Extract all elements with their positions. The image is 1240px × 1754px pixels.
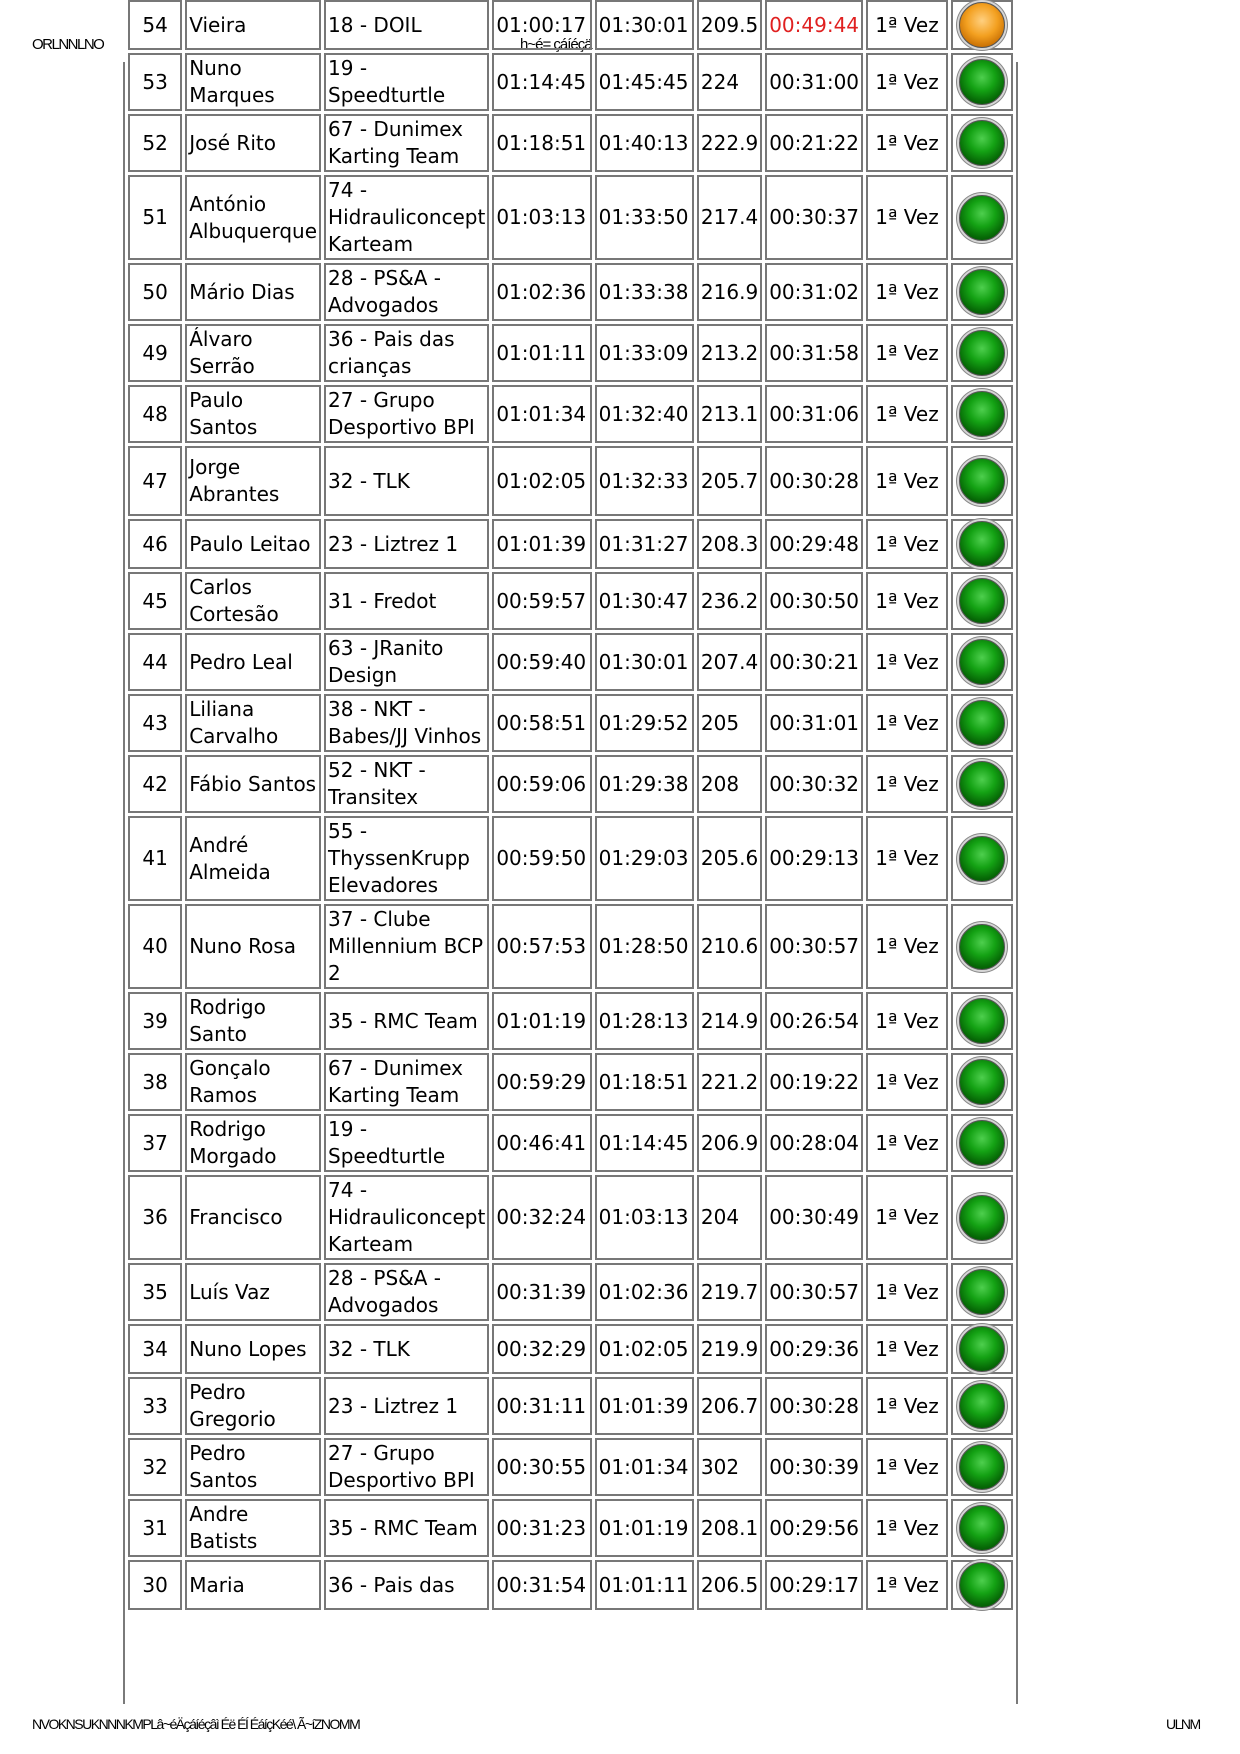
position-cell: 46 bbox=[128, 519, 182, 569]
times-cell: 1ª Vez bbox=[866, 175, 948, 260]
status-cell bbox=[951, 114, 1013, 172]
end-time-cell: 01:32:33 bbox=[595, 446, 694, 516]
position-cell: 54 bbox=[128, 0, 182, 50]
duration-cell: 00:30:32 bbox=[765, 755, 863, 813]
status-cell bbox=[951, 694, 1013, 752]
start-time-cell: 00:31:39 bbox=[492, 1263, 591, 1321]
driver-name-cell: André Almeida bbox=[185, 816, 321, 901]
speed-cell: 213.1 bbox=[697, 385, 762, 443]
end-time-cell: 01:31:27 bbox=[595, 519, 694, 569]
status-cell bbox=[951, 1560, 1013, 1610]
driver-name-cell: Nuno Marques bbox=[185, 53, 321, 111]
green-status-light-icon bbox=[959, 836, 1005, 882]
team-cell: 19 - Speedturtle bbox=[324, 53, 489, 111]
times-cell: 1ª Vez bbox=[866, 1114, 948, 1172]
status-cell bbox=[951, 1053, 1013, 1111]
status-cell bbox=[951, 1499, 1013, 1557]
end-time-cell: 01:18:51 bbox=[595, 1053, 694, 1111]
speed-cell: 224 bbox=[697, 53, 762, 111]
table-row bbox=[128, 1053, 1013, 1111]
driver-name-cell: José Rito bbox=[185, 114, 321, 172]
start-time-cell: 00:32:24 bbox=[492, 1175, 591, 1260]
end-time-cell: 01:32:40 bbox=[595, 385, 694, 443]
table-row bbox=[128, 114, 1013, 172]
table-row bbox=[128, 519, 1013, 569]
end-time-cell: 01:45:45 bbox=[595, 53, 694, 111]
start-time-cell: 01:18:51 bbox=[492, 114, 591, 172]
status-cell bbox=[951, 324, 1013, 382]
green-status-light-icon bbox=[959, 1383, 1005, 1429]
speed-cell: 208.1 bbox=[697, 1499, 762, 1557]
times-cell: 1ª Vez bbox=[866, 904, 948, 989]
position-cell: 48 bbox=[128, 385, 182, 443]
driver-name-cell: Luís Vaz bbox=[185, 1263, 321, 1321]
end-time-cell: 01:01:11 bbox=[595, 1560, 694, 1610]
start-time-cell: 01:14:45 bbox=[492, 53, 591, 111]
green-status-light-icon bbox=[959, 1059, 1005, 1105]
start-time-cell: 00:59:06 bbox=[492, 755, 591, 813]
team-cell: 55 - ThyssenKrupp Elevadores bbox=[324, 816, 489, 901]
end-time-cell: 01:28:13 bbox=[595, 992, 694, 1050]
team-cell: 28 - PS&A - Advogados bbox=[324, 263, 489, 321]
times-cell: 1ª Vez bbox=[866, 633, 948, 691]
status-cell bbox=[951, 1175, 1013, 1260]
table-row bbox=[128, 1377, 1013, 1435]
team-cell: 37 - Clube Millennium BCP 2 bbox=[324, 904, 489, 989]
position-cell: 33 bbox=[128, 1377, 182, 1435]
driver-name-cell: Nuno Rosa bbox=[185, 904, 321, 989]
position-cell: 34 bbox=[128, 1324, 182, 1374]
end-time-cell: 01:30:01 bbox=[595, 633, 694, 691]
duration-cell: 00:29:48 bbox=[765, 519, 863, 569]
end-time-cell: 01:29:52 bbox=[595, 694, 694, 752]
times-cell: 1ª Vez bbox=[866, 572, 948, 630]
table-row bbox=[128, 992, 1013, 1050]
speed-cell: 236.2 bbox=[697, 572, 762, 630]
position-cell: 47 bbox=[128, 446, 182, 516]
times-cell: 1ª Vez bbox=[866, 1175, 948, 1260]
end-time-cell: 01:02:05 bbox=[595, 1324, 694, 1374]
duration-cell: 00:30:21 bbox=[765, 633, 863, 691]
team-cell: 67 - Dunimex Karting Team bbox=[324, 114, 489, 172]
table-row bbox=[128, 816, 1013, 901]
speed-cell: 208.3 bbox=[697, 519, 762, 569]
position-cell: 39 bbox=[128, 992, 182, 1050]
start-time-cell: 00:31:23 bbox=[492, 1499, 591, 1557]
duration-cell: 00:29:13 bbox=[765, 816, 863, 901]
driver-name-cell: Pedro Leal bbox=[185, 633, 321, 691]
end-time-cell: 01:01:34 bbox=[595, 1438, 694, 1496]
start-time-cell: 00:30:55 bbox=[492, 1438, 591, 1496]
duration-cell: 00:31:02 bbox=[765, 263, 863, 321]
position-cell: 45 bbox=[128, 572, 182, 630]
status-cell bbox=[951, 53, 1013, 111]
team-cell: 67 - Dunimex Karting Team bbox=[324, 1053, 489, 1111]
duration-cell: 00:30:39 bbox=[765, 1438, 863, 1496]
times-cell: 1ª Vez bbox=[866, 1560, 948, 1610]
orange-status-light-icon bbox=[959, 2, 1005, 48]
status-cell bbox=[951, 572, 1013, 630]
table-row bbox=[128, 1175, 1013, 1260]
green-status-light-icon bbox=[959, 59, 1005, 105]
status-cell bbox=[951, 755, 1013, 813]
position-cell: 53 bbox=[128, 53, 182, 111]
duration-cell: 00:29:36 bbox=[765, 1324, 863, 1374]
start-time-cell: 01:02:05 bbox=[492, 446, 591, 516]
green-status-light-icon bbox=[959, 1269, 1005, 1315]
speed-cell: 222.9 bbox=[697, 114, 762, 172]
table-row bbox=[128, 755, 1013, 813]
speed-cell: 217.4 bbox=[697, 175, 762, 260]
table-row bbox=[128, 53, 1013, 111]
end-time-cell: 01:30:01 bbox=[595, 0, 694, 50]
team-cell: 31 - Fredot bbox=[324, 572, 489, 630]
end-time-cell: 01:01:39 bbox=[595, 1377, 694, 1435]
start-time-cell: 01:01:11 bbox=[492, 324, 591, 382]
start-time-cell: 01:01:19 bbox=[492, 992, 591, 1050]
green-status-light-icon bbox=[959, 639, 1005, 685]
times-cell: 1ª Vez bbox=[866, 1324, 948, 1374]
driver-name-cell: Pedro Santos bbox=[185, 1438, 321, 1496]
times-cell: 1ª Vez bbox=[866, 1499, 948, 1557]
times-cell: 1ª Vez bbox=[866, 385, 948, 443]
duration-cell: 00:30:49 bbox=[765, 1175, 863, 1260]
table-row bbox=[128, 446, 1013, 516]
end-time-cell: 01:33:09 bbox=[595, 324, 694, 382]
team-cell: 32 - TLK bbox=[324, 446, 489, 516]
position-cell: 41 bbox=[128, 816, 182, 901]
green-status-light-icon bbox=[959, 458, 1005, 504]
start-time-cell: 01:01:39 bbox=[492, 519, 591, 569]
speed-cell: 216.9 bbox=[697, 263, 762, 321]
status-cell bbox=[951, 904, 1013, 989]
page-header-title: h~é= çáíéçä bbox=[520, 36, 592, 53]
team-cell: 36 - Pais das crianças bbox=[324, 324, 489, 382]
position-cell: 52 bbox=[128, 114, 182, 172]
status-cell bbox=[951, 175, 1013, 260]
position-cell: 38 bbox=[128, 1053, 182, 1111]
team-cell: 19 - Speedturtle bbox=[324, 1114, 489, 1172]
position-cell: 50 bbox=[128, 263, 182, 321]
speed-cell: 209.5 bbox=[697, 0, 762, 50]
table-row bbox=[128, 175, 1013, 260]
green-status-light-icon bbox=[959, 391, 1005, 437]
table-row bbox=[128, 904, 1013, 989]
speed-cell: 221.2 bbox=[697, 1053, 762, 1111]
times-cell: 1ª Vez bbox=[866, 694, 948, 752]
table-row bbox=[128, 1499, 1013, 1557]
start-time-cell: 00:59:50 bbox=[492, 816, 591, 901]
position-cell: 42 bbox=[128, 755, 182, 813]
table-row bbox=[128, 1263, 1013, 1321]
driver-name-cell: Vieira bbox=[185, 0, 321, 50]
speed-cell: 205.7 bbox=[697, 446, 762, 516]
table-row bbox=[128, 572, 1013, 630]
driver-name-cell: Andre Batists bbox=[185, 1499, 321, 1557]
table-row bbox=[128, 1114, 1013, 1172]
duration-cell: 00:30:28 bbox=[765, 446, 863, 516]
duration-cell: 00:29:56 bbox=[765, 1499, 863, 1557]
duration-cell: 00:31:58 bbox=[765, 324, 863, 382]
green-status-light-icon bbox=[959, 195, 1005, 241]
times-cell: 1ª Vez bbox=[866, 0, 948, 50]
status-cell bbox=[951, 633, 1013, 691]
green-status-light-icon bbox=[959, 1326, 1005, 1372]
driver-name-cell: Paulo Santos bbox=[185, 385, 321, 443]
start-time-cell: 00:32:29 bbox=[492, 1324, 591, 1374]
green-status-light-icon bbox=[959, 998, 1005, 1044]
status-cell bbox=[951, 992, 1013, 1050]
position-cell: 51 bbox=[128, 175, 182, 260]
green-status-light-icon bbox=[959, 1120, 1005, 1166]
times-cell: 1ª Vez bbox=[866, 992, 948, 1050]
team-cell: 52 - NKT - Transitex bbox=[324, 755, 489, 813]
duration-cell: 00:19:22 bbox=[765, 1053, 863, 1111]
end-time-cell: 01:33:38 bbox=[595, 263, 694, 321]
duration-cell: 00:31:01 bbox=[765, 694, 863, 752]
position-cell: 35 bbox=[128, 1263, 182, 1321]
end-time-cell: 01:29:38 bbox=[595, 755, 694, 813]
driver-name-cell: Rodrigo Santo bbox=[185, 992, 321, 1050]
driver-name-cell: Pedro Gregorio bbox=[185, 1377, 321, 1435]
position-cell: 37 bbox=[128, 1114, 182, 1172]
position-cell: 40 bbox=[128, 904, 182, 989]
status-cell bbox=[951, 1263, 1013, 1321]
team-cell: 74 - Hidrauliconcept Karteam bbox=[324, 175, 489, 260]
times-cell: 1ª Vez bbox=[866, 755, 948, 813]
duration-cell: 00:30:50 bbox=[765, 572, 863, 630]
team-cell: 23 - Liztrez 1 bbox=[324, 1377, 489, 1435]
table-row bbox=[128, 263, 1013, 321]
green-status-light-icon bbox=[959, 1562, 1005, 1608]
end-time-cell: 01:30:47 bbox=[595, 572, 694, 630]
times-cell: 1ª Vez bbox=[866, 114, 948, 172]
times-cell: 1ª Vez bbox=[866, 263, 948, 321]
duration-cell: 00:26:54 bbox=[765, 992, 863, 1050]
driver-name-cell: Liliana Carvalho bbox=[185, 694, 321, 752]
driver-name-cell: Gonçalo Ramos bbox=[185, 1053, 321, 1111]
team-cell: 23 - Liztrez 1 bbox=[324, 519, 489, 569]
start-time-cell: 01:01:34 bbox=[492, 385, 591, 443]
green-status-light-icon bbox=[959, 1444, 1005, 1490]
times-cell: 1ª Vez bbox=[866, 1263, 948, 1321]
start-time-cell: 00:57:53 bbox=[492, 904, 591, 989]
speed-cell: 213.2 bbox=[697, 324, 762, 382]
speed-cell: 210.6 bbox=[697, 904, 762, 989]
position-cell: 49 bbox=[128, 324, 182, 382]
speed-cell: 219.7 bbox=[697, 1263, 762, 1321]
driver-name-cell: Fábio Santos bbox=[185, 755, 321, 813]
duration-cell: 00:31:06 bbox=[765, 385, 863, 443]
driver-name-cell: Francisco bbox=[185, 1175, 321, 1260]
times-cell: 1ª Vez bbox=[866, 519, 948, 569]
duration-cell: 00:31:00 bbox=[765, 53, 863, 111]
green-status-light-icon bbox=[959, 1505, 1005, 1551]
driver-name-cell: Maria bbox=[185, 1560, 321, 1610]
end-time-cell: 01:40:13 bbox=[595, 114, 694, 172]
driver-name-cell: Paulo Leitao bbox=[185, 519, 321, 569]
green-status-light-icon bbox=[959, 924, 1005, 970]
driver-name-cell: Rodrigo Morgado bbox=[185, 1114, 321, 1172]
speed-cell: 207.4 bbox=[697, 633, 762, 691]
start-time-cell: 01:03:13 bbox=[492, 175, 591, 260]
page-header-left: ORLNNLNO bbox=[32, 36, 104, 53]
table-row bbox=[128, 1324, 1013, 1374]
driver-name-cell: Nuno Lopes bbox=[185, 1324, 321, 1374]
team-cell: 27 - Grupo Desportivo BPI bbox=[324, 385, 489, 443]
start-time-cell: 00:58:51 bbox=[492, 694, 591, 752]
speed-cell: 206.9 bbox=[697, 1114, 762, 1172]
start-time-cell: 00:31:11 bbox=[492, 1377, 591, 1435]
duration-cell: 00:21:22 bbox=[765, 114, 863, 172]
start-time-cell: 01:02:36 bbox=[492, 263, 591, 321]
status-cell bbox=[951, 816, 1013, 901]
times-cell: 1ª Vez bbox=[866, 1438, 948, 1496]
table-row bbox=[128, 633, 1013, 691]
page-footer-url: NVOKNSUKNNNKMPLâ~éÄçáíéçâì Éë ÉÍ ÉáíçKéé\ Ã~íZNOMM bbox=[32, 1716, 360, 1732]
times-cell: 1ª Vez bbox=[866, 53, 948, 111]
team-cell: 36 - Pais das bbox=[324, 1560, 489, 1610]
speed-cell: 206.5 bbox=[697, 1560, 762, 1610]
table-row bbox=[128, 1438, 1013, 1496]
table-row bbox=[128, 0, 1013, 50]
times-cell: 1ª Vez bbox=[866, 816, 948, 901]
status-cell bbox=[951, 1377, 1013, 1435]
position-cell: 30 bbox=[128, 1560, 182, 1610]
speed-cell: 205.6 bbox=[697, 816, 762, 901]
status-cell bbox=[951, 1114, 1013, 1172]
green-status-light-icon bbox=[959, 761, 1005, 807]
times-cell: 1ª Vez bbox=[866, 324, 948, 382]
team-cell: 35 - RMC Team bbox=[324, 1499, 489, 1557]
green-status-light-icon bbox=[959, 269, 1005, 315]
driver-name-cell: António Albuquerque bbox=[185, 175, 321, 260]
end-time-cell: 01:01:19 bbox=[595, 1499, 694, 1557]
green-status-light-icon bbox=[959, 700, 1005, 746]
times-cell: 1ª Vez bbox=[866, 1053, 948, 1111]
end-time-cell: 01:02:36 bbox=[595, 1263, 694, 1321]
end-time-cell: 01:29:03 bbox=[595, 816, 694, 901]
green-status-light-icon bbox=[959, 120, 1005, 166]
position-cell: 43 bbox=[128, 694, 182, 752]
green-status-light-icon bbox=[959, 521, 1005, 567]
driver-name-cell: Carlos Cortesão bbox=[185, 572, 321, 630]
status-cell bbox=[951, 0, 1013, 50]
table-row bbox=[128, 1560, 1013, 1610]
speed-cell: 214.9 bbox=[697, 992, 762, 1050]
start-time-cell: 01:00:17 bbox=[492, 0, 591, 50]
status-cell bbox=[951, 446, 1013, 516]
speed-cell: 302 bbox=[697, 1438, 762, 1496]
results-table bbox=[125, 0, 1016, 1613]
end-time-cell: 01:14:45 bbox=[595, 1114, 694, 1172]
duration-cell: 00:29:17 bbox=[765, 1560, 863, 1610]
status-cell bbox=[951, 263, 1013, 321]
start-time-cell: 00:59:29 bbox=[492, 1053, 591, 1111]
speed-cell: 219.9 bbox=[697, 1324, 762, 1374]
team-cell: 38 - NKT - Babes/JJ Vinhos bbox=[324, 694, 489, 752]
speed-cell: 206.7 bbox=[697, 1377, 762, 1435]
team-cell: 28 - PS&A - Advogados bbox=[324, 1263, 489, 1321]
driver-name-cell: Mário Dias bbox=[185, 263, 321, 321]
duration-cell: 00:30:37 bbox=[765, 175, 863, 260]
end-time-cell: 01:03:13 bbox=[595, 1175, 694, 1260]
green-status-light-icon bbox=[959, 1195, 1005, 1241]
start-time-cell: 00:59:57 bbox=[492, 572, 591, 630]
team-cell: 35 - RMC Team bbox=[324, 992, 489, 1050]
start-time-cell: 00:46:41 bbox=[492, 1114, 591, 1172]
table-row bbox=[128, 324, 1013, 382]
table-row bbox=[128, 694, 1013, 752]
position-cell: 32 bbox=[128, 1438, 182, 1496]
position-cell: 31 bbox=[128, 1499, 182, 1557]
page-footer-page-number: ULNM bbox=[1166, 1716, 1200, 1732]
speed-cell: 204 bbox=[697, 1175, 762, 1260]
times-cell: 1ª Vez bbox=[866, 446, 948, 516]
end-time-cell: 01:28:50 bbox=[595, 904, 694, 989]
speed-cell: 205 bbox=[697, 694, 762, 752]
status-cell bbox=[951, 1438, 1013, 1496]
duration-cell: 00:30:57 bbox=[765, 904, 863, 989]
times-cell: 1ª Vez bbox=[866, 1377, 948, 1435]
status-cell bbox=[951, 519, 1013, 569]
table-row bbox=[128, 385, 1013, 443]
status-cell bbox=[951, 1324, 1013, 1374]
duration-cell: 00:30:57 bbox=[765, 1263, 863, 1321]
status-cell bbox=[951, 385, 1013, 443]
driver-name-cell: Jorge Abrantes bbox=[185, 446, 321, 516]
duration-cell: 00:49:44 bbox=[765, 0, 863, 50]
driver-name-cell: Álvaro Serrão bbox=[185, 324, 321, 382]
green-status-light-icon bbox=[959, 578, 1005, 624]
results-table-body bbox=[128, 0, 1013, 1610]
team-cell: 74 - Hidrauliconcept Karteam bbox=[324, 1175, 489, 1260]
end-time-cell: 01:33:50 bbox=[595, 175, 694, 260]
team-cell: 18 - DOIL bbox=[324, 0, 489, 50]
position-cell: 36 bbox=[128, 1175, 182, 1260]
duration-cell: 00:30:28 bbox=[765, 1377, 863, 1435]
start-time-cell: 00:59:40 bbox=[492, 633, 591, 691]
start-time-cell: 00:31:54 bbox=[492, 1560, 591, 1610]
position-cell: 44 bbox=[128, 633, 182, 691]
speed-cell: 208 bbox=[697, 755, 762, 813]
team-cell: 32 - TLK bbox=[324, 1324, 489, 1374]
team-cell: 63 - JRanito Design bbox=[324, 633, 489, 691]
green-status-light-icon bbox=[959, 330, 1005, 376]
team-cell: 27 - Grupo Desportivo BPI bbox=[324, 1438, 489, 1496]
duration-cell: 00:28:04 bbox=[765, 1114, 863, 1172]
